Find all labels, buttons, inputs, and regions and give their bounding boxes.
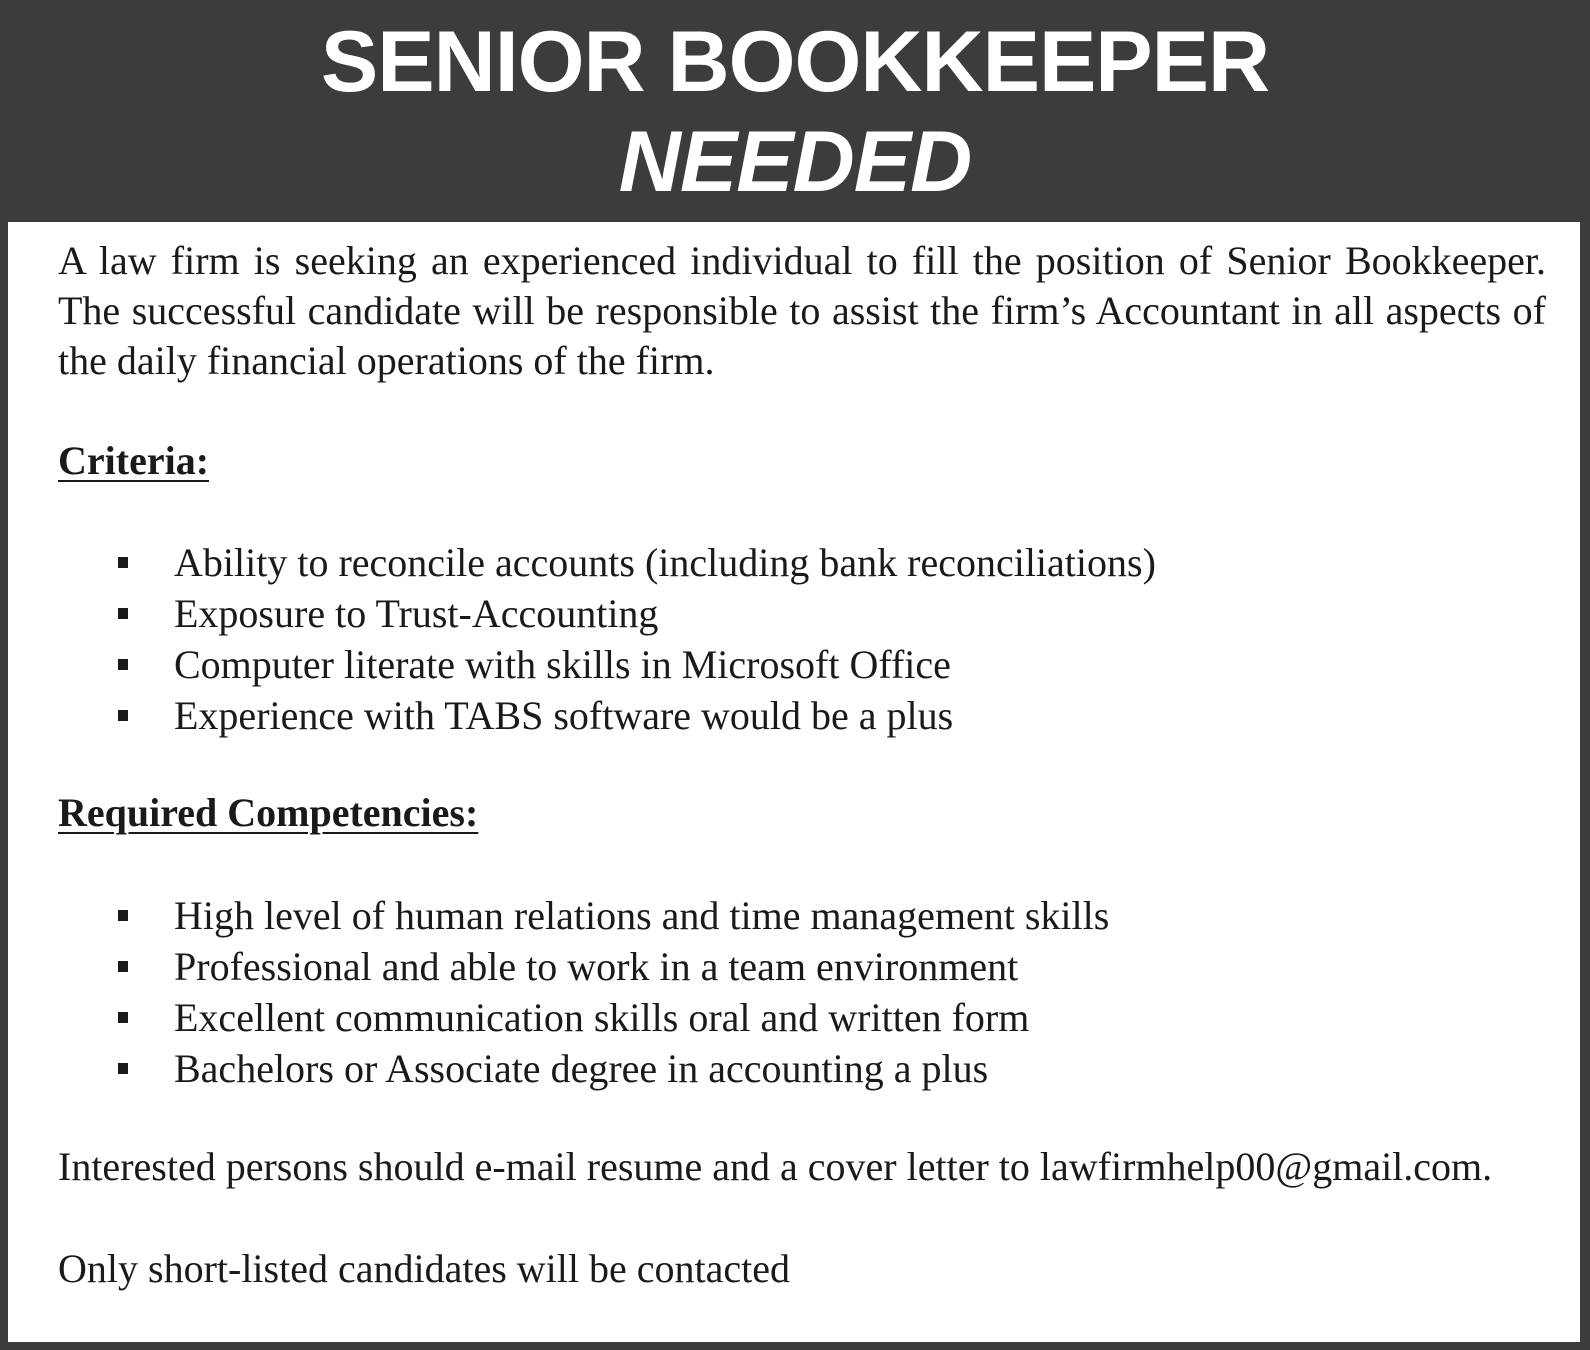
competencies-list	[8, 890, 1580, 1094]
criteria-heading: Criteria:	[58, 438, 210, 483]
square-bullet-icon	[118, 1012, 128, 1023]
criteria-list	[8, 537, 1580, 741]
competency-item-text: High level of human relations and time management skills	[174, 893, 1110, 938]
list-item	[8, 588, 1580, 639]
square-bullet-icon	[118, 608, 128, 619]
square-bullet-icon	[118, 961, 128, 972]
closing-note: Only short-listed candidates will be contacted	[58, 1246, 791, 1291]
competency-item-text: Excellent communication skills oral and written form	[174, 995, 1030, 1040]
list-item	[8, 941, 1580, 992]
contact-paragraph: Interested persons should e-mail resume and a cover letter to lawfirmhelp00@gmail.com.	[58, 1144, 1493, 1189]
criteria-item-text: Computer literate with skills in Microsoft Office	[174, 642, 951, 687]
list-item	[8, 639, 1580, 690]
criteria-item-text: Ability to reconcile accounts (including bank reconciliations)	[174, 540, 1156, 585]
ad-body	[8, 222, 1580, 1342]
criteria-item-text: Exposure to Trust-Accounting	[174, 591, 659, 636]
competency-item-text: Bachelors or Associate degree in accounting a plus	[174, 1046, 989, 1091]
criteria-item-text: Experience with TABS software would be a plus	[174, 693, 954, 738]
ad-title: SENIOR BOOKKEEPER	[320, 14, 1270, 110]
square-bullet-icon	[118, 557, 128, 568]
list-item	[8, 890, 1580, 941]
ad-header	[0, 0, 1590, 222]
ad-subtitle: NEEDED	[618, 114, 972, 210]
list-item	[8, 537, 1580, 588]
list-item	[8, 992, 1580, 1043]
square-bullet-icon	[118, 659, 128, 670]
list-item	[8, 690, 1580, 741]
square-bullet-icon	[118, 910, 128, 921]
competencies-heading: Required Competencies:	[58, 790, 479, 835]
intro-paragraph: A law firm is seeking an experienced individual to fill the position of Senior Bookkeeper. The successful candidate will be responsible to assist the firm’s Accountant in all aspects of the daily financial operations of the firm.	[58, 238, 1546, 383]
list-item	[8, 1043, 1580, 1094]
square-bullet-icon	[118, 710, 128, 721]
competency-item-text: Professional and able to work in a team environment	[174, 944, 1019, 989]
square-bullet-icon	[118, 1063, 128, 1074]
